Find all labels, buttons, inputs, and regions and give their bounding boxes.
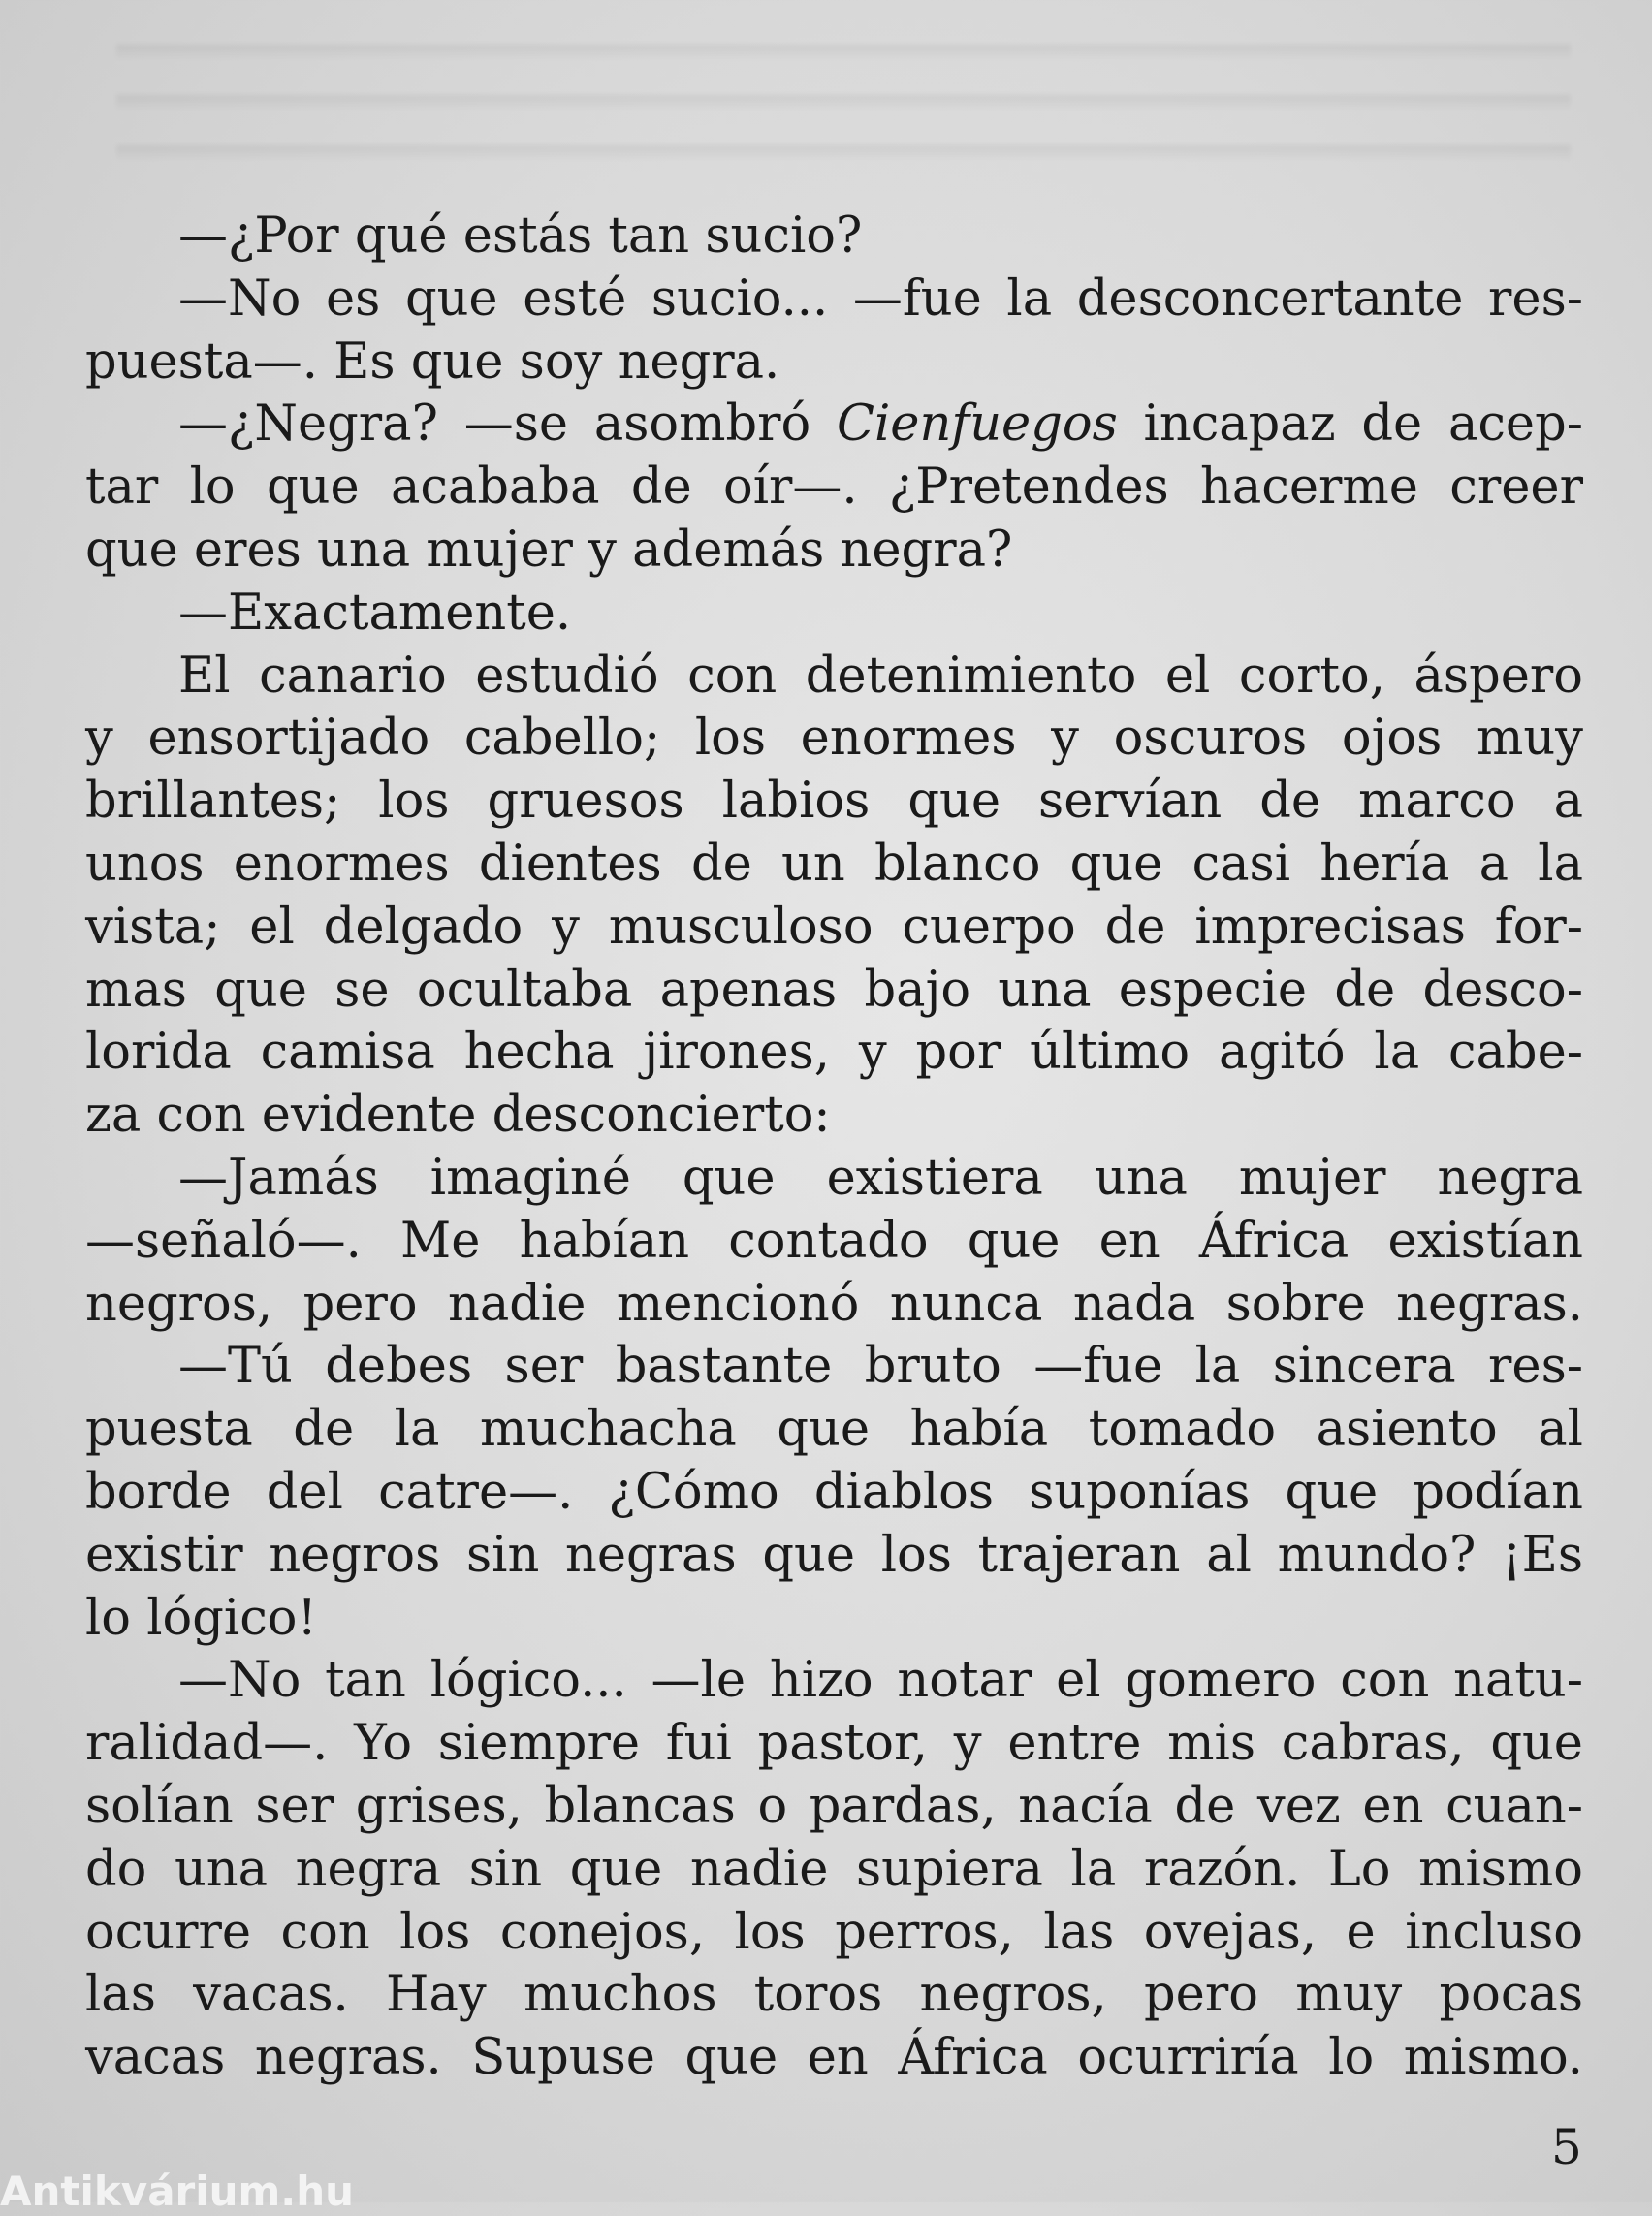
text-line: mas que se ocultaba apenas bajo una especie de desco- [85,961,1583,1019]
text-line: solían ser grises, blancas o pardas, nacía de vez en cuan- [85,1777,1583,1835]
text-line: negros, pero nadie mencionó nunca nada sobre negras. [85,1275,1583,1333]
text-line: —Jamás imaginé que existiera una mujer negra [178,1149,1583,1207]
text-line: —¿Por qué estás tan sucio? [178,207,863,265]
page-number: 5 [1551,2119,1582,2175]
text-line: unos enormes dientes de un blanco que casi hería a la [85,835,1583,893]
show-through-text [116,10,1571,194]
text-line: las vacas. Hay muchos toros negros, pero muy pocas [85,1966,1583,2024]
text-line: ralidad—. Yo siempre fui pastor, y entre mis cabras, que [85,1715,1583,1773]
text-segment: incapaz de acep- [1117,396,1583,454]
text-line: —No tan lógico... —le hizo notar el gomero con natu- [178,1652,1583,1710]
text-line: puesta de la muchacha que había tomado asiento al [85,1401,1583,1459]
text-line: borde del catre—. ¿Cómo diablos suponías que podían [85,1463,1583,1521]
text-line: —Tú debes ser bastante bruto —fue la sincera res- [178,1338,1583,1396]
text-line: que eres una mujer y además negra? [85,521,1013,579]
text-line: El canario estudió con detenimiento el corto, áspero [178,647,1583,705]
text-line: vista; el delgado y musculoso cuerpo de imprecisas for- [85,898,1583,956]
text-line: vacas negras. Supuse que en África ocurriría lo mismo. [85,2029,1583,2087]
text-line [85,394,1583,457]
text-line: —Exactamente. [178,584,572,642]
text-line: do una negra sin que nadie supiera la razón. Lo mismo [85,1840,1583,1898]
text-line: existir negros sin negras que los trajeran al mundo? ¡Es [85,1526,1583,1584]
text-line: tar lo que acababa de oír—. ¿Pretendes hacerme creer [85,459,1583,517]
text-line: za con evidente desconcierto: [85,1087,831,1145]
text-line: —señaló—. Me habían contado que en África existían [85,1212,1583,1270]
text-segment: —¿Negra? —se asombró [178,396,837,454]
text-line: lorida camisa hecha jirones, y por último agitó la cabe- [85,1024,1583,1082]
italic-name: Cienfuegos [836,396,1118,454]
text-line: y ensortijado cabello; los enormes y oscuros ojos muy [85,710,1583,768]
text-line: lo lógico! [85,1589,317,1647]
text-line: puesta—. Es que soy negra. [85,332,780,391]
text-line: brillantes; los gruesos labios que servían de marco a [85,773,1583,831]
watermark: Antikvárium.hu [0,2168,355,2215]
text-line: ocurre con los conejos, los perros, las ovejas, e incluso [85,1903,1583,1961]
body-text [85,206,1583,2090]
text-line: —No es que esté sucio... —fue la desconcertante res- [178,269,1583,328]
